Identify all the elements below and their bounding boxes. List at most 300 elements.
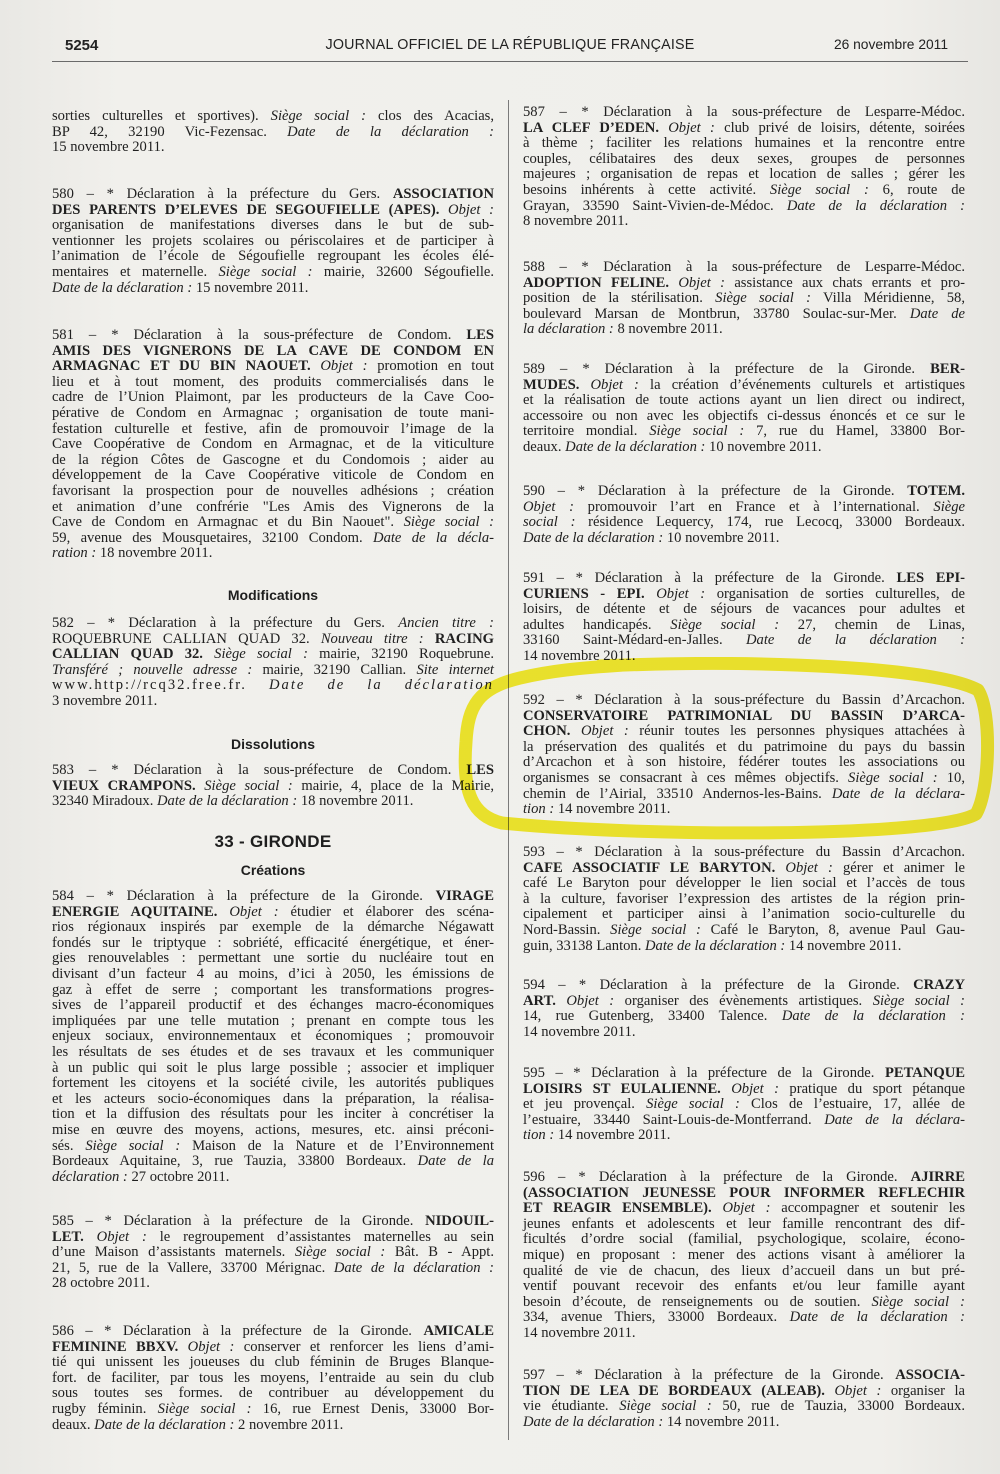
field-label: Date de la déclaration :: [789, 1309, 966, 1326]
association-name: PETANQUE: [884, 1065, 965, 1081]
body-text: la préservation des qualités et du patrimoine du pays du bassin: [523, 738, 965, 755]
body-text: résidence Lequercy, 174, rue Lecocq, 33000 Bordeaux.: [575, 514, 965, 531]
declaration-entry: [523, 1170, 965, 1342]
text-line: [52, 453, 494, 469]
association-name: TOTEM.: [907, 483, 965, 499]
field-label: Date de: [909, 305, 965, 322]
text-line: [523, 307, 965, 323]
association-name: CONSERVATOIRE PATRIMONIAL DU BASSIN D’ARCA-: [523, 707, 965, 724]
field-label: Date de la déclaration :: [94, 1416, 235, 1433]
body-text: www.http://rcq32.free.fr.: [52, 677, 270, 694]
body-text: 10 novembre 2011.: [705, 438, 822, 455]
field-label: Objet :: [785, 859, 833, 876]
text-line: [52, 500, 494, 516]
association-name: CHON.: [523, 723, 581, 740]
body-text: tion et la diffusion des résultats pour les inciter à concrétiser la: [52, 1106, 494, 1123]
text-line: [52, 125, 494, 141]
text-line: [52, 983, 494, 999]
body-text: Cave de Condom en Armagnac et du Bin Naouet".: [52, 514, 404, 531]
association-name: CALLIAN QUAD 32.: [52, 646, 215, 663]
field-label: Siège social :: [204, 777, 293, 794]
body-text: 28 octobre 2011.: [52, 1275, 150, 1292]
body-text: les résultats de ses études et de ses travaux et les communiquer: [52, 1043, 494, 1060]
body-text: pérative de Condom en Armagnac ; organisation de toute mani-: [52, 404, 494, 421]
body-text: ficultés d’ordre social (familial, psychologique, scolaire, écono-: [523, 1231, 965, 1248]
field-label: Objet :: [656, 585, 706, 602]
body-text: enjeux sociaux, environnementaux et économiques ; promouvoir: [52, 1028, 494, 1045]
text-line: [52, 889, 494, 905]
field-label: Siège social :: [872, 992, 966, 1009]
column-divider: [508, 100, 509, 1440]
body-text: 14, rue Gutenberg, 33400 Talence.: [523, 1008, 782, 1025]
text-line: [52, 1045, 494, 1061]
text-line: [52, 1261, 494, 1277]
field-label: Date de la: [417, 1153, 494, 1170]
body-text: 582 – * Déclaration à la préfecture du Gers.: [52, 615, 399, 631]
text-line: [523, 260, 965, 276]
text-line: [52, 967, 494, 983]
body-text: mairie, 32600 Ségoufielle.: [312, 263, 495, 280]
text-line: [52, 406, 494, 422]
body-text: accompagner et soutenir les: [770, 1200, 965, 1217]
field-label: Objet :: [668, 119, 715, 136]
text-line: [523, 618, 965, 634]
association-name: NIDOUIL-: [425, 1213, 494, 1229]
body-text: [424, 631, 435, 647]
text-line: [523, 1186, 965, 1202]
field-label: Siège social :: [670, 616, 780, 633]
body-text: et les acteurs socio-économiques dans la préparation, la réalisa-: [52, 1090, 494, 1107]
body-text: 589 – * Déclaration à la préfecture de la Gironde.: [523, 361, 931, 377]
body-text: le regroupement d’assistantes maternelles au sein: [146, 1228, 494, 1245]
field-label: Siège social :: [294, 1244, 386, 1261]
text-line: [523, 709, 965, 725]
body-text: à la culture, favoriser l’expression des artistes de la région prin-: [523, 890, 965, 907]
field-label: Siège social :: [769, 181, 869, 198]
field-label: la déclaration :: [523, 321, 614, 338]
field-label: Date de la déclaration :: [333, 1259, 495, 1276]
declaration-entry: [523, 978, 965, 1040]
text-line: [523, 633, 965, 649]
body-text: Maison de la Nature et de l’Environnement: [180, 1137, 494, 1154]
text-line: [52, 249, 494, 265]
body-text: besoins inhérents à cette activité.: [523, 181, 770, 198]
declaration-entry: [52, 1324, 494, 1433]
association-name: ADOPTION FELINE.: [523, 274, 679, 291]
field-label: Objet :: [722, 1200, 771, 1217]
text-line: [523, 740, 965, 756]
body-text: 594 – * Déclaration à la préfecture de la Gironde.: [523, 977, 914, 993]
text-line: [523, 1113, 965, 1129]
field-label: Date de la déclaration :: [287, 123, 494, 140]
association-name: VIRAGE: [435, 888, 494, 904]
right-column: [523, 0, 965, 1474]
body-text: ventionner les projets scolaires ou périscolaires et de participer à: [52, 232, 494, 249]
body-text: étudier et élaborer des scéna-: [278, 903, 494, 920]
body-text: 18 novembre 2011.: [297, 793, 414, 810]
text-line: [52, 763, 494, 779]
body-text: Bât. B - Appt.: [385, 1244, 494, 1261]
field-label: Date de la déclaration :: [52, 279, 193, 296]
field-label: ration :: [52, 545, 97, 562]
body-text: 593 – * Déclaration à la sous-préfecture du Bassin d’Arcachon.: [523, 844, 965, 860]
body-text: fondés sur le triptyque : sobriété, efficacité énergétique, et éner-: [52, 934, 494, 951]
text-line: [52, 678, 494, 694]
body-text: 33160 Saint-Médard-en-Jalles.: [523, 632, 746, 649]
body-text: impliquées par une telle mutation ; prenant en compte tous les: [52, 1012, 494, 1029]
body-text: 32340 Miradoux.: [52, 793, 157, 810]
declaration-entry: [523, 484, 965, 546]
text-line: [523, 105, 965, 121]
body-text: promotion en tout: [367, 358, 494, 375]
text-line: [52, 1014, 494, 1030]
association-name: LET.: [52, 1228, 97, 1245]
text-line: [523, 1295, 965, 1311]
body-text: réunir toutes les personnes physiques attachées à: [628, 723, 965, 740]
field-label: Objet :: [523, 498, 574, 515]
body-text: 16, rue Ernest Denis, 33000 Bor-: [251, 1400, 494, 1417]
field-label: social :: [523, 514, 576, 531]
body-text: 8 novembre 2011.: [523, 213, 629, 230]
body-text: 14 novembre 2011.: [554, 801, 671, 818]
body-text: territoire mondial.: [523, 423, 650, 440]
body-text: 14 novembre 2011.: [663, 1413, 780, 1430]
body-text: guin, 33138 Lanton.: [523, 937, 646, 954]
field-label: Date de la déclaration :: [786, 197, 965, 214]
body-text: ROQUEBRUNE CALLIAN QUAD 32.: [52, 630, 321, 647]
field-label: Date de la déclaration :: [523, 1413, 664, 1430]
body-text: 6, route de: [868, 181, 965, 198]
text-line: [52, 1107, 494, 1123]
field-label: tion :: [523, 1127, 555, 1144]
field-label: Date de la déclaration :: [745, 632, 965, 649]
text-line: [52, 1418, 494, 1434]
body-text: festation culturelle et festive, afin de promouvoir l’image de la: [52, 420, 494, 437]
text-line: [523, 907, 965, 923]
body-text: l’estuaire, 33440 Saint-Louis-de-Montferrand.: [523, 1111, 825, 1128]
department-heading: 33 - GIRONDE: [214, 832, 332, 851]
text-line: [52, 1386, 494, 1402]
text-line: [523, 771, 965, 787]
declaration-entry: [52, 109, 494, 156]
body-text: d’Arcachon et à son histoire, fédérer toutes les associations ou: [523, 754, 965, 771]
body-text: 580 – * Déclaration à la préfecture du Gers.: [52, 186, 393, 202]
text-line: [52, 1276, 494, 1292]
body-text: fort. de faciliter, par tous les moyens, l’entraide au sein du club: [52, 1369, 494, 1386]
body-text: 590 – * Déclaration à la préfecture de la Gironde.: [523, 483, 908, 499]
text-line: [52, 1139, 494, 1155]
body-text: tié qui unissent les joueuses du club féminin de Bruges Blanque-: [52, 1354, 494, 1371]
field-label: Objet :: [566, 992, 615, 1009]
body-text: sives de l’appareil productif et des échanges macro-économiques: [52, 997, 494, 1014]
association-name: LA CLEF D’EDEN.: [523, 119, 669, 136]
body-text: mique) en proposant : mener des actions visant à améliorer la: [523, 1246, 965, 1263]
body-text: sés.: [52, 1137, 86, 1154]
field-label: Siège social :: [270, 108, 366, 124]
text-line: [52, 1092, 494, 1108]
text-line: [523, 1066, 965, 1082]
body-text: 583 – * Déclaration à la sous-préfecture de Condom.: [52, 762, 467, 778]
body-text: de la région Côtes de Gascogne et du Condomois ; aider au: [52, 451, 494, 468]
declaration-entry: [523, 362, 965, 456]
text-line: [523, 121, 965, 137]
text-line: [523, 1264, 965, 1280]
field-label: Objet :: [448, 201, 494, 218]
body-text: 584 – * Déclaration à la préfecture de la Gironde.: [52, 888, 436, 904]
text-line: [52, 140, 494, 156]
field-label: Siège: [933, 498, 965, 515]
text-line: [52, 531, 494, 547]
text-line: [523, 1326, 965, 1342]
body-text: loisirs, de détente et de séjours de vacances pour adultes et: [523, 601, 965, 618]
text-line: [52, 951, 494, 967]
body-text: 15 novembre 2011.: [192, 279, 309, 296]
field-label: Siège social :: [871, 1293, 965, 1310]
text-line: [523, 1279, 965, 1295]
body-text: mairie, 32190 Callian.: [252, 661, 417, 678]
text-line: [523, 787, 965, 803]
body-text: 10,: [937, 769, 965, 786]
body-text: 59, avenue des Mousquetaires, 32100 Condom.: [52, 529, 374, 546]
text-line: [523, 1415, 965, 1431]
association-name: ASSOCIA-: [895, 1367, 965, 1383]
text-line: [52, 1123, 494, 1139]
subsection-heading: Créations: [240, 862, 306, 878]
body-text: sous toutes ses formes. de contribuer au développement du: [52, 1385, 494, 1402]
body-text: adultes handicapés.: [523, 616, 671, 633]
association-name: FEMININE BBXV.: [52, 1338, 188, 1355]
body-text: jeunes enfants et adolescents et leur famille rencontrant des dif-: [523, 1215, 965, 1232]
text-line: [523, 892, 965, 908]
field-label: Date de la déclaration :: [781, 1008, 966, 1025]
declaration-entry: [52, 616, 494, 710]
text-line: [52, 1170, 494, 1186]
body-text: gaz à effet de serre ; comportant les transformations progres-: [52, 981, 494, 998]
field-label: Objet :: [731, 1080, 779, 1097]
body-text: 586 – * Déclaration à la préfecture de la Gironde.: [52, 1323, 424, 1339]
text-line: [523, 693, 965, 709]
text-line: [523, 861, 965, 877]
text-line: [52, 616, 494, 632]
text-line: [52, 998, 494, 1014]
field-label: Date de la décla-: [373, 529, 495, 546]
association-name: (ASSOCIATION JEUNESSE POUR INFORMER REFLECHIR: [523, 1184, 965, 1201]
body-text: et la réalisation de toute actions ayant un lien direct ou indirect,: [523, 392, 965, 409]
body-text: clos des Acacias,: [366, 108, 495, 124]
association-name: LES: [466, 327, 494, 343]
text-line: [523, 876, 965, 892]
association-name: ASSOCIATION: [392, 186, 494, 202]
text-line: [52, 905, 494, 921]
association-name: ART.: [523, 992, 567, 1009]
text-line: [523, 845, 965, 861]
text-line: [523, 939, 965, 955]
body-text: Cave Coopérative de Condom en Armagnac, et de la viticulture: [52, 436, 494, 453]
text-line: [52, 1214, 494, 1230]
body-text: besoin d’écoute, de renseignements ou de soutien.: [523, 1293, 872, 1310]
field-label: Transféré ; nouvelle adresse :: [52, 661, 253, 678]
field-label: Objet :: [96, 1228, 147, 1245]
field-label: Objet :: [580, 723, 629, 740]
field-label: Objet :: [229, 903, 279, 920]
text-line: [52, 187, 494, 203]
body-text: mairie, 32190 Roquebrune.: [307, 646, 494, 663]
text-line: [523, 1248, 965, 1264]
body-text: rios régionaux inspirés par exemple de la démarche Négawatt: [52, 919, 494, 936]
text-line: [52, 1245, 494, 1261]
text-line: [523, 802, 965, 818]
body-text: Villa Méridienne, 58,: [811, 290, 965, 307]
text-line: [523, 167, 965, 183]
field-label: Date de la déclaration :: [157, 793, 298, 810]
body-text: 14 novembre 2011.: [554, 1127, 671, 1144]
field-label: Siège social :: [610, 921, 701, 938]
body-text: 8 novembre 2011.: [613, 321, 723, 338]
text-line: [52, 1029, 494, 1045]
body-text: conserver et renforcer les liens d’ami-: [234, 1338, 495, 1355]
text-line: [523, 276, 965, 292]
text-line: [52, 546, 494, 562]
text-line: [523, 1201, 965, 1217]
body-text: 334, avenue Thiers, 33000 Bordeaux.: [523, 1309, 790, 1326]
text-line: [523, 923, 965, 939]
body-text: Grayan, 33590 Saint-Vivien-de-Médoc.: [523, 197, 787, 214]
text-line: [52, 265, 494, 281]
text-line: [523, 1232, 965, 1248]
body-text: développement de la Cave Coopérative viticole de Condom en: [52, 467, 494, 484]
text-line: [523, 1128, 965, 1144]
field-label: Date de la déclara-: [824, 1111, 965, 1128]
body-text: assistance aux chats errants et pro-: [724, 274, 965, 291]
text-line: [523, 649, 965, 665]
text-line: [523, 409, 965, 425]
text-line: [523, 755, 965, 771]
association-name: AMIS DES VIGNERONS DE LA CAVE DE CONDOM EN: [52, 342, 494, 359]
field-label: Date de la déclara-: [831, 785, 965, 802]
body-text: 18 novembre 2011.: [96, 545, 213, 562]
text-line: [523, 322, 965, 338]
text-line: [52, 920, 494, 936]
body-text: chemin de l’Airial, 33510 Andernos-les-Bains.: [523, 785, 832, 802]
text-line: [523, 362, 965, 378]
body-text: la création d’événements culturels et artistiques: [638, 376, 966, 393]
text-line: [52, 1371, 494, 1387]
association-name: MUDES.: [523, 376, 591, 393]
text-line: [52, 647, 494, 663]
field-label: Siège social :: [715, 290, 811, 307]
text-line: [523, 602, 965, 618]
text-line: [523, 531, 965, 547]
text-line: [523, 440, 965, 456]
association-name: DES PARENTS D’ELEVES DE SEGOUFIELLE (APES).: [52, 201, 449, 218]
body-text: café Le Baryton pour développer le lien social et l’accès de tous: [523, 875, 965, 892]
text-line: [523, 1082, 965, 1098]
body-text: organiser des évènements artistiques.: [614, 992, 873, 1009]
text-line: [523, 571, 965, 587]
body-text: cipalement et participer ainsi à l’animation socio-culturelle du: [523, 906, 965, 923]
field-label: Siège social :: [646, 1096, 740, 1113]
text-line: [52, 779, 494, 795]
body-text: gérer et animer le: [832, 859, 965, 876]
body-text: 21, 5, rue de la Vallere, 33700 Mérignac.: [52, 1259, 334, 1276]
body-text: 596 – * Déclaration à la préfecture de la Gironde.: [523, 1169, 911, 1185]
left-column: [52, 0, 494, 1474]
body-text: organiser la: [881, 1382, 966, 1399]
text-line: [52, 663, 494, 679]
page-number: 5254: [65, 37, 99, 54]
association-name: LES EPI-: [896, 570, 965, 586]
text-line: [52, 344, 494, 360]
field-label: déclaration :: [52, 1168, 128, 1185]
body-text: Bordeaux Aquitaine, 3, rue Tauzia, 33800 Bordeaux.: [52, 1153, 418, 1170]
text-line: [52, 437, 494, 453]
declaration-entry: [52, 889, 494, 1185]
field-label: Date de la déclaration :: [523, 529, 664, 546]
body-text: vie étudiante.: [523, 1398, 620, 1415]
text-line: [52, 515, 494, 531]
field-label: Siège social :: [218, 263, 313, 280]
declaration-entry: [52, 328, 494, 562]
text-line: [523, 291, 965, 307]
body-text: 592 – * Déclaration à la sous-préfecture du Bassin d’Arcachon.: [523, 692, 965, 708]
text-line: [52, 632, 494, 648]
body-text: accessoire ou non avec les objectifs ci-dessus énoncés et ce sur le: [523, 407, 965, 424]
body-text: 27 octobre 2011.: [127, 1168, 230, 1185]
body-text: lieu et à tout moment, des produits commercialisés dans le: [52, 373, 494, 390]
text-line: [523, 500, 965, 516]
body-text: et jeu provençal.: [523, 1096, 647, 1113]
body-text: organisation de sorties culturelles, de: [705, 585, 966, 602]
text-line: [523, 393, 965, 409]
body-text: 14 novembre 2011.: [785, 937, 902, 954]
body-text: 10 novembre 2011.: [663, 529, 780, 546]
body-text: Café le Baryton, 8, avenue Paul Gau-: [700, 921, 965, 938]
text-line: [523, 1384, 965, 1400]
body-text: mairie, 4, place de la Mairie,: [292, 777, 494, 794]
text-line: [52, 422, 494, 438]
text-line: [52, 359, 494, 375]
text-line: [52, 1230, 494, 1246]
subsection-heading: Modifications: [227, 587, 319, 603]
body-text: 50, rue de Tauzia, 33000 Bordeaux.: [711, 1398, 965, 1415]
body-text: promouvoir l’art en France et à l’international.: [573, 498, 934, 515]
body-text: ventif pouvant recevoir des enfants et/ou leur famille ayant: [523, 1278, 965, 1295]
text-line: [523, 378, 965, 394]
body-text: couples, célibataires des deux sexes, groupes de personnes: [523, 150, 965, 167]
association-name: TION DE LEA DE BORDEAUX (ALEAB).: [523, 1382, 835, 1399]
body-text: favorisant la prospection pour de nouvelles adhésions ; création: [52, 482, 494, 499]
body-text: 14 novembre 2011.: [523, 1324, 636, 1341]
body-text: 587 – * Déclaration à la sous-préfecture de Lesparre-Médoc.: [523, 104, 965, 120]
body-text: 597 – * Déclaration à la préfecture de la Gironde.: [523, 1367, 896, 1383]
body-text: organisation de manifestations diverses dans le but de sub-: [52, 217, 494, 234]
text-line: [523, 1310, 965, 1326]
body-text: 588 – * Déclaration à la sous-préfecture de Lesparre-Médoc.: [523, 259, 965, 275]
body-text: majeures ; organisation de repas et location de salles ; gérer les: [523, 166, 965, 183]
text-line: [52, 1340, 494, 1356]
body-text: 581 – * Déclaration à la sous-préfecture de Condom.: [52, 327, 467, 343]
association-name: CURIENS - EPI.: [523, 585, 657, 602]
body-text: Nord-Bassin.: [523, 921, 611, 938]
association-name: VIEUX CRAMPONS.: [52, 777, 205, 794]
declaration-entry: [523, 693, 965, 818]
body-text: divisant d’un facteur 4 au moins, d’ici à 2050, les émissions de: [52, 965, 494, 982]
field-label: Objet :: [320, 358, 368, 375]
subsection-heading: Dissolutions: [230, 736, 315, 752]
text-line: [52, 328, 494, 344]
text-line: [523, 484, 965, 500]
body-text: qualité de vie de chacun, des lieux d’accueil dans un but pré-: [523, 1262, 965, 1279]
